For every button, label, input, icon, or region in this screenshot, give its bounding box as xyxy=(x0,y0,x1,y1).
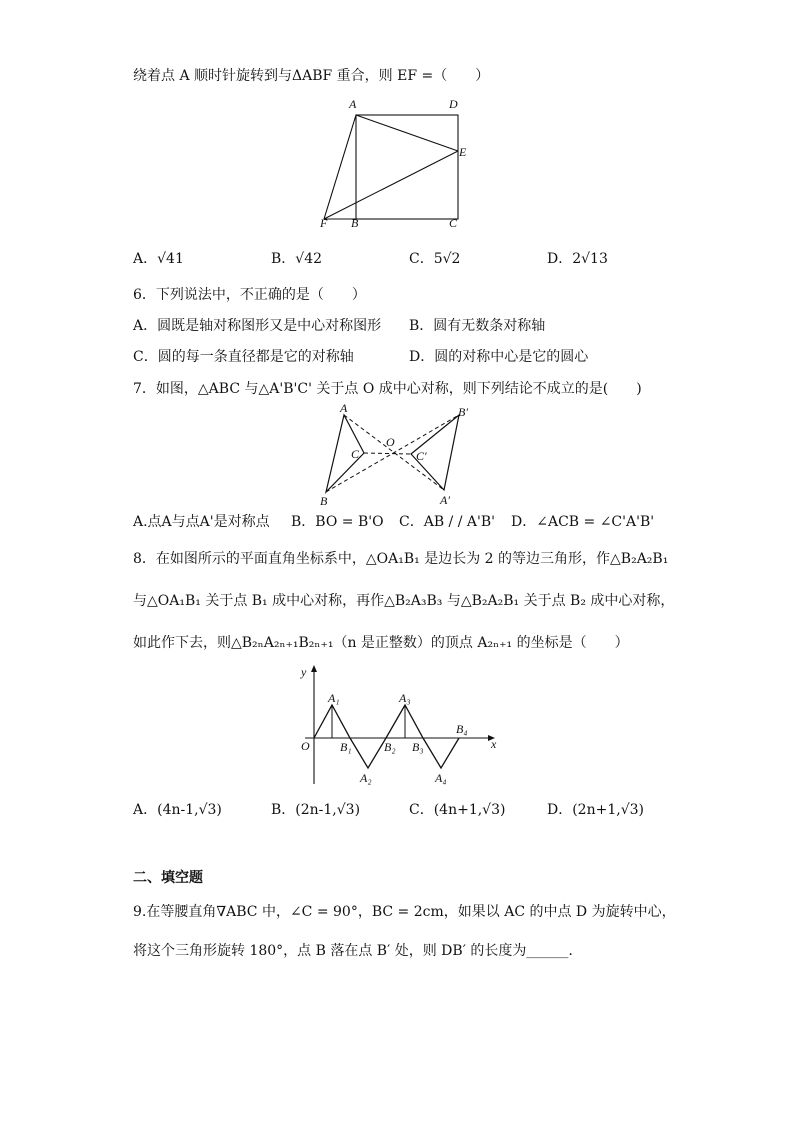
q5-label-c: C xyxy=(449,216,458,230)
q5-option-d[interactable]: D．2√13 xyxy=(547,251,608,267)
q7-option-d[interactable]: D．∠ACB = ∠C'A'B' xyxy=(511,514,655,530)
q7-option-b[interactable]: B．BO = B'O xyxy=(291,514,384,530)
q6-option-a[interactable]: A．圆既是轴对称图形又是中心对称图形 xyxy=(133,318,382,334)
q8-label-o: O xyxy=(301,739,310,753)
q7-label-a-prime: A′ xyxy=(440,493,450,507)
q8-label-a1: A₁ xyxy=(328,691,340,705)
q8-label-b3: B₃ xyxy=(412,740,424,754)
q8-label-a2: A₂ xyxy=(360,771,372,785)
q5-label-b: B xyxy=(351,216,359,230)
q8-label-a3: A₃ xyxy=(399,691,411,705)
q8-line-1: 8．在如图所示的平面直角坐标系中，△OA₁B₁ 是边长为 2 的等边三角形，作△B₂A₂B₁ xyxy=(133,551,669,567)
q7-label-c: C xyxy=(351,447,360,461)
q7-label-a: A xyxy=(340,401,348,415)
q8-label-b4: B₄ xyxy=(456,722,468,736)
q7-label-c-prime: C′ xyxy=(416,449,427,463)
q5-figure xyxy=(315,98,475,233)
q7-stem: 7．如图，△ABC 与△A'B'C' 关于点 O 成中心对称，则下列结论不成立的是( ) xyxy=(133,381,642,397)
q6-option-d[interactable]: D．圆的对称中心是它的圆心 xyxy=(409,349,589,365)
q9-line-2: 将这个三角形旋转 180°，点 B 落在点 B′ 处，则 DB′ 的长度为______. xyxy=(133,943,573,959)
q7-figure xyxy=(316,400,486,510)
q7-label-b-prime: B′ xyxy=(458,405,468,419)
q5-option-c[interactable]: C．5√2 xyxy=(409,251,461,267)
q8-option-a[interactable]: A．(4n-1,√3) xyxy=(133,802,222,818)
section-title: 二、填空题 xyxy=(133,870,203,886)
q7-option-a[interactable]: A.点A与点A'是对称点 xyxy=(133,514,270,530)
q5-label-d: D xyxy=(449,97,458,111)
q8-option-c[interactable]: C．(4n+1,√3) xyxy=(409,802,506,818)
q8-figure xyxy=(295,662,505,792)
q5-label-f: F xyxy=(320,216,328,230)
q8-label-b1: B₁ xyxy=(340,740,352,754)
q9-line-1: 9.在等腰直角∇ABC 中，∠C = 90°，BC = 2cm，如果以 AC 的中点 D 为旋转中心， xyxy=(133,904,676,920)
q6-stem: 6．下列说法中，不正确的是（ ） xyxy=(133,287,366,303)
q8-label-a4: A₄ xyxy=(435,771,447,785)
q5-label-e: E xyxy=(459,145,467,159)
q5-option-a[interactable]: A．√41 xyxy=(133,251,184,267)
q8-line-3: 如此作下去，则△B₂ₙA₂ₙ₊₁B₂ₙ₊₁（n 是正整数）的顶点 A₂ₙ₊₁ 的坐标是（ ） xyxy=(133,635,629,651)
q8-label-b2: B₂ xyxy=(384,740,396,754)
q8-option-d[interactable]: D．(2n+1,√3) xyxy=(547,802,644,818)
q7-option-c[interactable]: C．AB / / A'B' xyxy=(399,514,495,530)
q8-label-x: x xyxy=(491,737,497,751)
q7-label-b: B xyxy=(320,494,328,508)
q8-label-y: y xyxy=(301,665,307,679)
q5-stem: 绕着点 A 顺时针旋转到与ΔABF 重合，则 EF =（ ） xyxy=(133,68,490,84)
q8-line-2: 与△OA₁B₁ 关于点 B₁ 成中心对称，再作△B₂A₃B₃ 与△B₂A₂B₁ 关于点 B₂ 成中心对称， xyxy=(133,593,675,609)
q6-option-c[interactable]: C．圆的每一条直径都是它的对称轴 xyxy=(133,349,354,365)
q5-label-a: A xyxy=(349,97,357,111)
q6-option-b[interactable]: B．圆有无数条对称轴 xyxy=(409,318,546,334)
q8-option-b[interactable]: B．(2n-1,√3) xyxy=(271,802,361,818)
q7-label-o: O xyxy=(386,435,395,449)
q5-option-b[interactable]: B．√42 xyxy=(271,251,323,267)
